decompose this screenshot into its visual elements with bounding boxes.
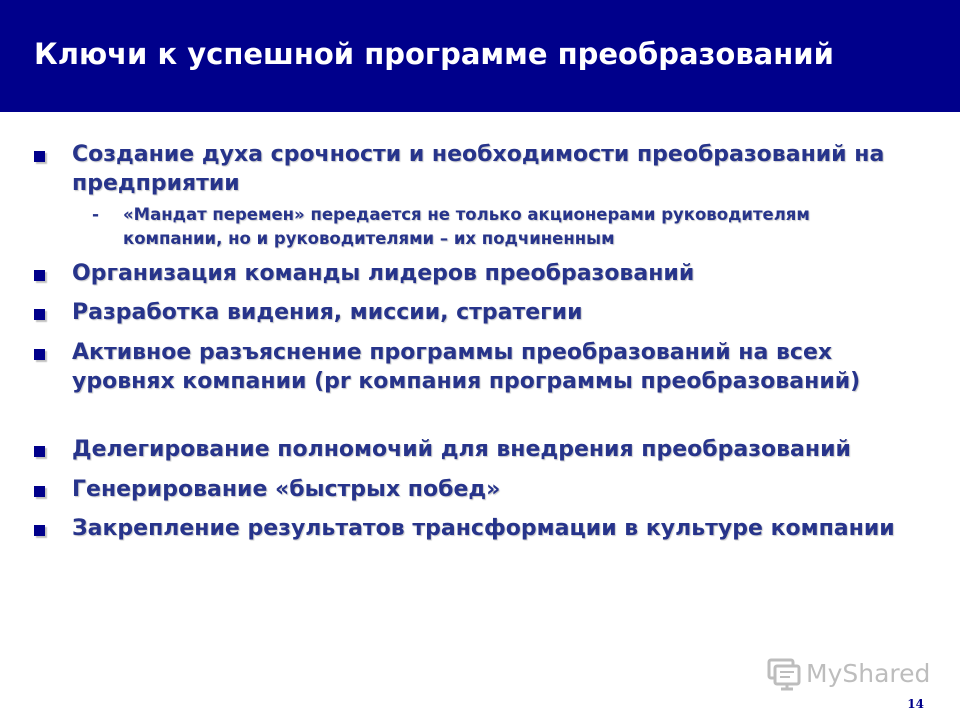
page-number: 14 [907, 697, 924, 711]
square-bullet-icon [34, 270, 45, 281]
square-bullet-icon [34, 525, 45, 536]
square-bullet-icon [34, 486, 45, 497]
square-bullet-icon [34, 151, 45, 162]
dash-bullet-icon: - [92, 205, 100, 225]
bullet-text: Делегирование полномочий для внедрения преобразований [72, 437, 851, 462]
bullet-text: Закрепление результатов трансформации в культуре компании [72, 516, 895, 541]
myshared-watermark [766, 656, 936, 692]
bullet-text: Создание духа срочности и необходимости преобразований на предприятии [72, 142, 885, 196]
myshared-logo-icon [766, 656, 802, 692]
square-bullet-icon [34, 446, 45, 457]
watermark-text: MyShared [806, 659, 931, 688]
sub-bullet-text: «Мандат перемен» передается не только акционерами руководителям компании, но и руководителями – их подчиненным [123, 205, 810, 248]
bullet-text: Генерирование «быстрых побед» [72, 477, 501, 502]
slide-title: Ключи к успешной программе преобразований [34, 37, 834, 71]
square-bullet-icon [34, 309, 45, 320]
square-bullet-icon [34, 349, 45, 360]
bullet-text: Разработка видения, миссии, стратегии [72, 300, 583, 325]
bullet-text: Активное разъяснение программы преобразований на всех уровнях компании (pr компания программы преобразований) [72, 340, 861, 394]
bullet-text: Организация команды лидеров преобразований [72, 261, 695, 286]
